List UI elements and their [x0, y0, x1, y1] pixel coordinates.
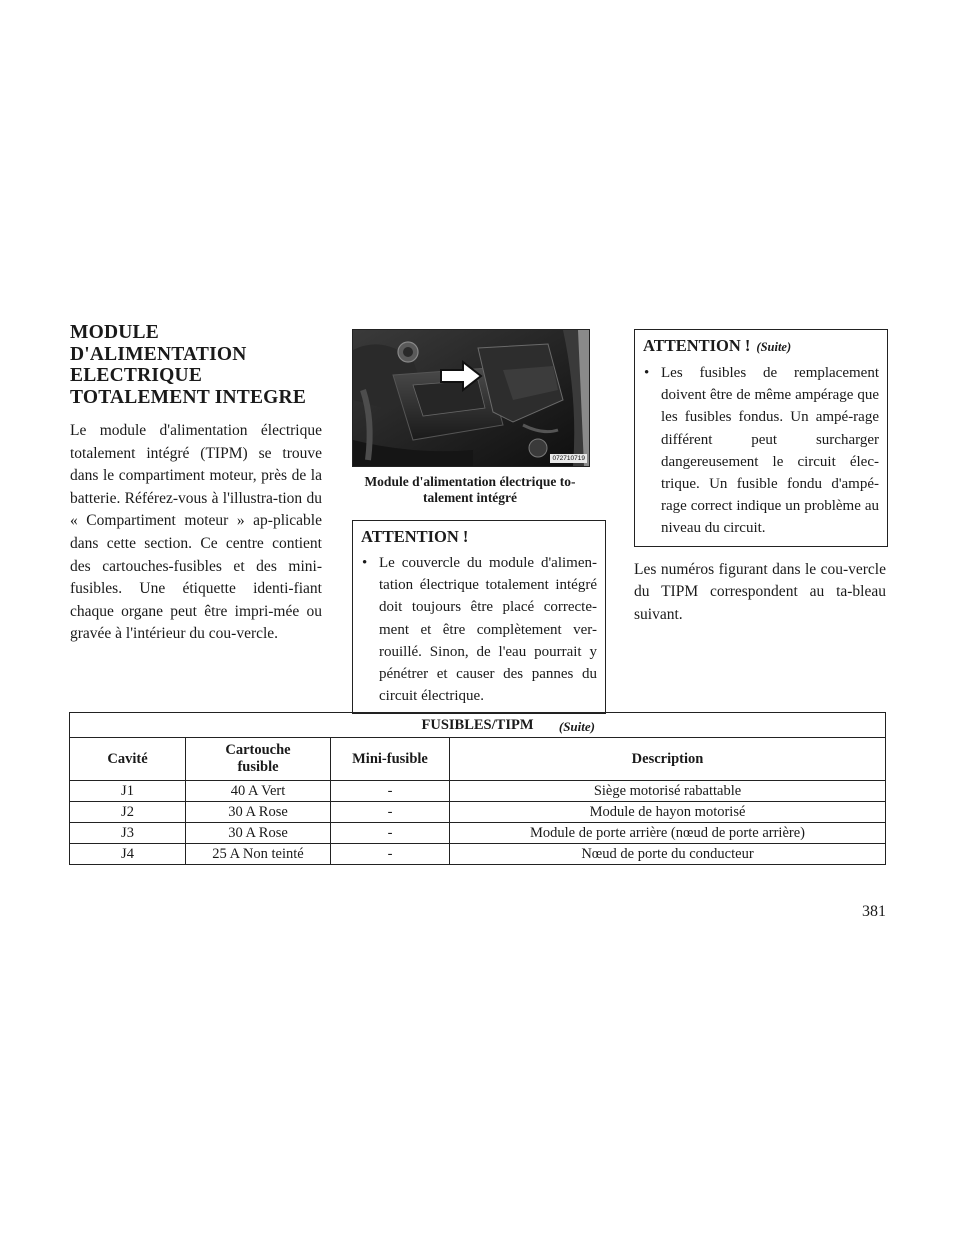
warning-box [352, 520, 606, 714]
warning-bullet-text: Le couvercle du module d'alimen-tation électrique totalement intégré doit toujours être placé correcte-ment et être complètement ver-rouillé. Sinon, de l'eau pourrait y pénétrer et causer des pannes du circuit électrique. [379, 555, 597, 705]
table-title: FUSIBLES/TIPM [70, 713, 886, 738]
continued-label: (Suite) [558, 719, 595, 735]
table-row [70, 823, 886, 844]
warning-subtitle: (Suite) [756, 340, 792, 354]
column-header: Mini-fusible [331, 738, 450, 781]
photo-tipm-engine-bay-icon [353, 330, 589, 466]
table-cell: Nœud de porte du conducteur [450, 844, 886, 865]
bullet-icon: • [362, 555, 368, 571]
section-column [70, 322, 322, 646]
warning-title: ATTENTION ! [361, 527, 469, 546]
table-cell: J1 [70, 781, 186, 802]
section-title-line: TOTALEMENT INTEGRE [70, 386, 307, 408]
column-header: Description [450, 738, 886, 781]
table-cell: 30 A Rose [186, 823, 331, 844]
table-header-row [70, 738, 886, 781]
figure-caption: Module d'alimentation électrique to-talement intégré [364, 474, 576, 505]
table-intro-note: Les numéros figurant dans le cou-vercle du TIPM correspondent au ta-bleau suivant. [634, 560, 886, 623]
warning-title [643, 335, 879, 358]
table-title-row [70, 713, 886, 738]
warning-bullet [361, 552, 597, 707]
figure-column [352, 329, 604, 739]
page-number: 381 [862, 903, 886, 920]
warning-bullet-text: Les fusibles de remplacement doivent être de même ampérage que les fusibles fondus. Un ampé-rage différent peut surcharger dangereusement le circuit élec-trique. Un fusible fondu d'ampé-rage correct indique un problème au niveau du circuit. [661, 365, 879, 537]
section-title [70, 322, 322, 408]
table-cell: J4 [70, 844, 186, 865]
table-cell: Siège motorisé rabattable [450, 781, 886, 802]
warning-bullet [643, 362, 879, 540]
table-cell: J2 [70, 802, 186, 823]
warning-column [634, 329, 886, 626]
table-cell: 40 A Vert [186, 781, 331, 802]
table-cell: Module de porte arrière (nœud de porte arrière) [450, 823, 886, 844]
table-row [70, 802, 886, 823]
warning-box-continued [634, 329, 888, 547]
table-cell: 30 A Rose [186, 802, 331, 823]
section-paragraph: Le module d'alimentation électrique totalement intégré (TIPM) se trouve dans le compartiment moteur, près de la batterie. Référez-vous à l'illustra-tion du « Compartiment moteur » ap-plicable dans cette section. Ce centre contient des cartouches-fusibles et des mini-fusibles. Une étiquette identi-fiant chaque organe peut être impri-mée ou gravée à l'intérieur du cou-vercle. [70, 422, 322, 643]
tipm-photo [352, 329, 590, 467]
section-title-line: D'ALIMENTATION [70, 343, 247, 365]
table-row [70, 844, 886, 865]
section-title-line: ELECTRIQUE [70, 365, 203, 386]
fuse-table [69, 712, 886, 865]
column-header: Cartouche fusible [186, 738, 331, 781]
table-cell: - [331, 844, 450, 865]
table-cell: 25 A Non teinté [186, 844, 331, 865]
table-cell: - [331, 802, 450, 823]
bullet-icon: • [644, 365, 650, 381]
table-cell: J3 [70, 823, 186, 844]
section-title-line: MODULE [70, 322, 159, 343]
table-cell: Module de hayon motorisé [450, 802, 886, 823]
figure-code: 072710719 [552, 455, 585, 462]
table-row [70, 781, 886, 802]
table-cell: - [331, 781, 450, 802]
table-cell: - [331, 823, 450, 844]
warning-title-text: ATTENTION ! [643, 336, 751, 355]
column-header: Cavité [70, 738, 186, 781]
